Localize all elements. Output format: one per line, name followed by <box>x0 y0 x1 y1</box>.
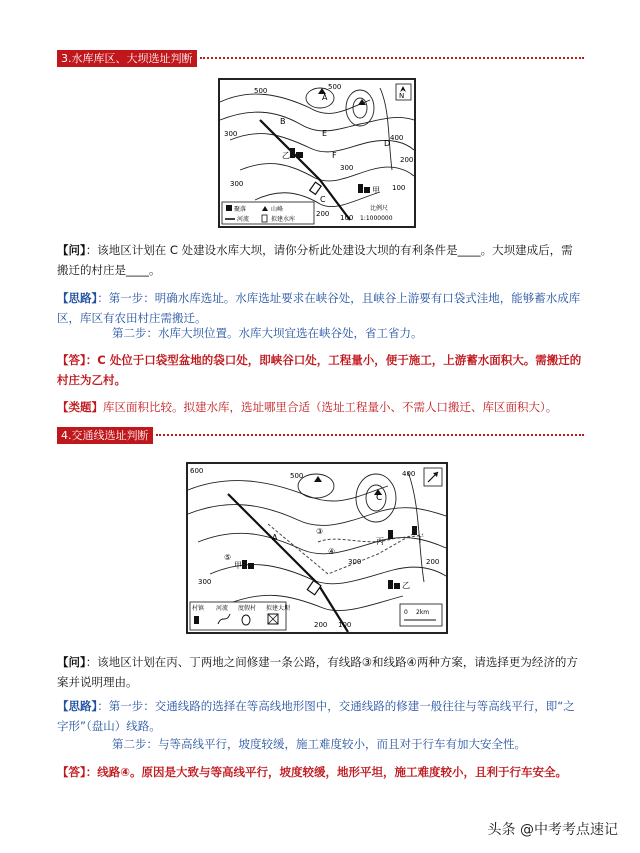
scale-title: 比例尺 <box>370 205 389 212</box>
idea-step2: 第二步：与等高线平行，坡度较缓，施工难度较小，而且对于行车有加大安全性。 <box>112 737 526 751</box>
section3-divider <box>200 57 585 59</box>
village-bing-label: 丙 <box>376 537 384 546</box>
section4-divider <box>156 434 585 436</box>
section4-header <box>57 426 584 444</box>
section4-question <box>57 652 584 692</box>
contour-label: 300 <box>340 164 354 172</box>
contour-label: 100 <box>392 184 406 192</box>
section3-step2 <box>57 323 584 343</box>
legend-settlement: 聚落 <box>234 206 247 213</box>
section3-answer <box>57 350 584 390</box>
scale-value: 2km <box>416 609 430 616</box>
town-icon <box>194 616 199 624</box>
contour-label: 300 <box>224 130 238 138</box>
settlement-icon <box>226 205 232 211</box>
village-ding-label: 丁 <box>416 535 424 544</box>
question-label: 【问】 <box>57 243 86 257</box>
legend-dam: 拟建水库 <box>271 216 296 223</box>
point-label-f: F <box>332 151 337 160</box>
village-jia-label: 甲 <box>234 561 242 570</box>
route-5-label: ⑤ <box>224 553 232 562</box>
traffic-map-svg <box>188 464 446 632</box>
contour-label: 300 <box>198 578 212 586</box>
scale-value: 1:1000000 <box>360 215 393 222</box>
scale-zero: 0 <box>404 609 408 616</box>
legend-dam: 拟建大坝 <box>266 605 291 612</box>
question-text: ：该地区计划在 C 处建设水库大坝，请你分析此处建设大坝的有利条件是____。大坝建成后，需搬迁的村庄是____。 <box>57 243 573 277</box>
village-yi-label: 乙 <box>282 151 290 160</box>
contour-label: 400 <box>390 134 404 142</box>
question-text: ：该地区计划在丙、丁两地之间修建一条公路，有线路③和线路④两种方案，请选择更为经济的方案并说明理由。 <box>57 655 578 689</box>
section4-step2 <box>57 734 584 754</box>
legend-resort: 度假村 <box>238 605 257 612</box>
legend-peak: 山峰 <box>271 206 284 213</box>
point-label-a: A <box>322 93 328 102</box>
idea-step1: ：第一步：交通线路的选择在等高线地形图中，交通线路的修建一般往往与等高线平行，即“之字形”（盘山）线路。 <box>57 699 575 733</box>
legend-river: 河流 <box>237 216 250 223</box>
point-label-c: C <box>376 493 383 503</box>
contour-label: 300 <box>348 558 362 566</box>
village-jia-label: 甲 <box>372 186 380 195</box>
idea-step2: 第二步：水库大坝位置。水库大坝宜选在峡谷处，省工省力。 <box>112 326 423 340</box>
contour-label: 100 <box>338 621 352 629</box>
contour-label: 500 <box>254 87 268 95</box>
answer-text: ：C 处位于口袋型盆地的袋口处，即峡谷口处，工程量小，便于施工，上游蓄水面积大。需搬迁的村庄为乙村。 <box>57 353 582 387</box>
traffic-route-map <box>186 462 448 634</box>
similar-label: 【类题】 <box>57 400 103 414</box>
point-label-c: C <box>320 195 326 204</box>
contour-label: 100 <box>340 214 354 222</box>
answer-label: 【答】 <box>57 353 86 367</box>
contour-label: 400 <box>402 470 416 478</box>
section4-idea <box>57 696 584 736</box>
contour-label: 500 <box>290 472 304 480</box>
point-label-b: B <box>280 117 286 126</box>
route-4-label: ④ <box>328 547 336 556</box>
contour-label: 200 <box>316 210 330 218</box>
section3-header <box>57 49 584 67</box>
idea-label: 【思路】 <box>57 699 98 713</box>
legend-town: 村镇 <box>192 605 205 612</box>
question-label: 【问】 <box>57 655 86 669</box>
reservoir-contour-map <box>218 78 416 228</box>
contour-label: 500 <box>328 83 342 91</box>
watermark: 头条 @中考考点速记 <box>487 822 618 838</box>
contour-label: 200 <box>426 558 440 566</box>
contour-label: 300 <box>230 180 244 188</box>
contour-label: 600 <box>190 467 204 475</box>
answer-text: ：线路④。原因是大致与等高线平行，坡度较缓，地形平坦，施工难度较小，且利于行车安全。 <box>85 765 567 779</box>
reservoir-map-svg <box>220 80 414 226</box>
section4-title: 4.交通线选址判断 <box>57 427 153 444</box>
point-label-d: D <box>384 139 391 148</box>
dam-icon <box>262 215 267 222</box>
section4-answer <box>57 762 584 782</box>
section3-idea <box>57 288 584 328</box>
point-label-a: A <box>272 533 278 542</box>
village-yi-label: 乙 <box>402 581 410 590</box>
route-3-label: ③ <box>316 527 324 536</box>
north-arrow-label: N <box>399 92 405 100</box>
section3-title: 3.水库库区、大坝选址判断 <box>57 50 197 67</box>
answer-label: 【答】 <box>57 765 86 779</box>
idea-label: 【思路】 <box>57 291 98 305</box>
contour-label: 200 <box>314 621 328 629</box>
section3-similar <box>57 397 584 417</box>
point-label-e: E <box>322 129 328 138</box>
similar-text: 库区面积比较。拟建水库，选址哪里合适（选址工程量小、不需人口搬迁、库区面积大）。 <box>103 400 558 414</box>
section3-question <box>57 240 584 280</box>
legend-river: 河流 <box>216 605 229 612</box>
idea-step1: ：第一步：明确水库选址。水库选址要求在峡谷处，且峡谷上游要有口袋式洼地，能够蓄水成库区，库区有农田村庄需搬迁。 <box>57 291 581 325</box>
contour-label: 200 <box>400 156 414 164</box>
